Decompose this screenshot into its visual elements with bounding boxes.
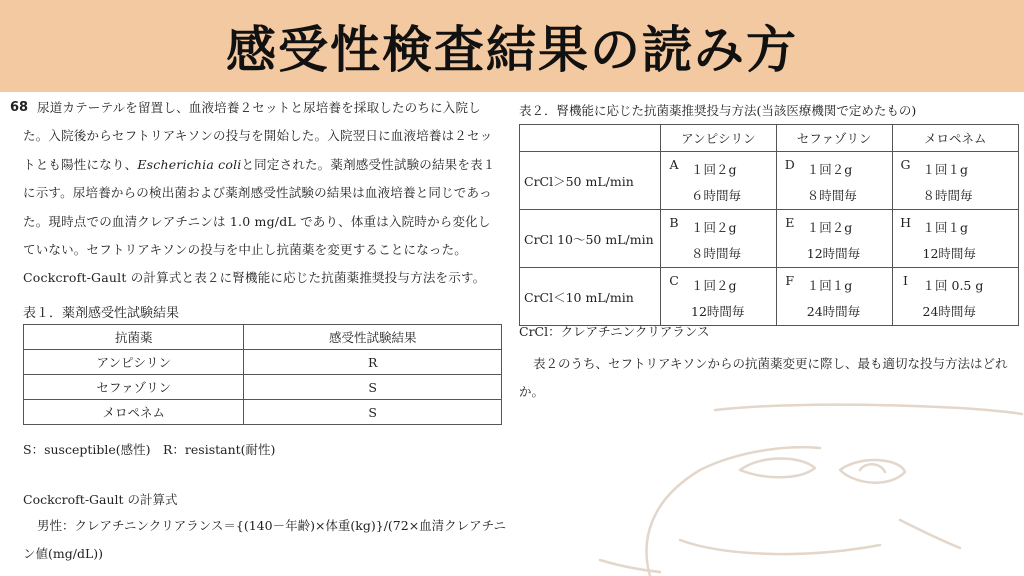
dose-cell: [687, 210, 776, 268]
dose-cell: [803, 152, 892, 210]
interval: ８時間毎: [922, 188, 973, 203]
question-number: 68: [10, 100, 29, 115]
doodle-stroke: [600, 560, 660, 572]
paragraph-part2: と同定された。薬剤感受性試験の結果を表１に示す。尿培養からの検出菌および薬剤感受性試験の結果は血液培養と同じであった。現時点での血清クレアチニンは 1.0 mg/dL であり、体重は入院時から変化していない。セフトリアキソンの投与を中止し抗菌薬を変更することになった。Cockcroft-Gault の計算式と表２に腎機能に応じた抗菌薬推奨投与方法を示す。: [23, 156, 496, 286]
interval: 12時間毎: [691, 304, 745, 319]
table-row: [520, 268, 1019, 326]
dose: １回１g: [922, 162, 969, 177]
question-paragraph: [23, 94, 503, 293]
doodle-stroke: [900, 520, 960, 548]
header-drug: メロペネム: [892, 125, 1018, 152]
table-row: [24, 350, 502, 375]
dose: １回２g: [691, 162, 737, 177]
option-letter: G: [892, 152, 919, 210]
drug-name: メロペネム: [24, 400, 244, 425]
dose: １回２g: [691, 220, 737, 235]
dose: １回１g: [922, 220, 969, 235]
option-letter: H: [892, 210, 919, 268]
dose-cell: [687, 152, 776, 210]
dose-cell: [919, 152, 1019, 210]
drug-name: セファゾリン: [24, 375, 244, 400]
crcl-range: CrCl 10〜50 mL/min: [520, 210, 661, 268]
option-letter: C: [661, 268, 688, 326]
susceptibility-table: [23, 324, 502, 425]
doodle-stroke: [740, 458, 815, 477]
dose-cell: [803, 268, 892, 326]
interval: 24時間毎: [806, 304, 861, 319]
doodle-stroke: [647, 447, 820, 576]
dose-cell: [803, 210, 892, 268]
dose-cell: [919, 268, 1019, 326]
table-header-row: [24, 325, 502, 350]
table-row: [520, 152, 1019, 210]
formula-text: 男性：クレアチニンクリアランス＝{(140－年齢)×体重(kg)}/(72×血清クレアチニン値(mg/dL)): [23, 518, 507, 561]
dose: １回２g: [806, 162, 853, 177]
susceptibility-result: S: [244, 375, 502, 400]
crcl-range: CrCl＜10 mL/min: [520, 268, 661, 326]
option-letter: A: [661, 152, 688, 210]
header-drug: 抗菌薬: [24, 325, 244, 350]
formula-title: Cockcroft-Gault の計算式: [23, 492, 178, 507]
interval: 24時間毎: [922, 304, 976, 319]
option-letter: D: [776, 152, 803, 210]
organism-name: Escherichia coli: [137, 156, 242, 172]
dose: １回２g: [806, 220, 853, 235]
drug-name: アンピシリン: [24, 350, 244, 375]
interval: 12時間毎: [806, 246, 861, 261]
table-row: [520, 210, 1019, 268]
interval: ６時間毎: [691, 188, 742, 203]
crcl-range: CrCl＞50 mL/min: [520, 152, 661, 210]
dose: １回 0.5 g: [922, 278, 984, 293]
doodle-stroke: [840, 460, 905, 483]
dose: １回１g: [806, 278, 853, 293]
doodle-stroke: [860, 464, 885, 472]
option-letter: F: [776, 268, 803, 326]
table-row: [24, 400, 502, 425]
susceptibility-result: S: [244, 400, 502, 425]
option-letter: E: [776, 210, 803, 268]
crcl-note: CrCl：クレアチニンクリアランス: [519, 324, 710, 339]
dose-cell: [919, 210, 1019, 268]
table2-caption: 表２．腎機能に応じた抗菌薬推奨投与方法(当該医療機関で定めたもの): [519, 103, 917, 118]
header-drug: アンピシリン: [661, 125, 777, 152]
dosing-table: [519, 124, 1019, 326]
table-header-row: [520, 125, 1019, 152]
paragraph-part1: 尿道カテーテルを留置し、血液培養２セットと尿培養を採取したのちに入院した。入院後からセフトリアキソンの投与を開始した。入院翌日に血液培養は２セットとも陽性になり、: [23, 100, 493, 172]
table1-legend: S：susceptible(感性) R：resistant(耐性): [23, 442, 276, 457]
header-result: 感受性試験結果: [244, 325, 502, 350]
interval: ８時間毎: [806, 188, 857, 203]
interval: 12時間毎: [922, 246, 976, 261]
title-banner: [0, 0, 1024, 92]
table-row: [24, 375, 502, 400]
question-ask: 表２のうち、セフトリアキソンからの抗菌薬変更に際し、最も適切な投与方法はどれか。: [519, 356, 1008, 399]
doodle-stroke: [680, 540, 880, 554]
page-title: 感受性検査結果の読み方: [226, 21, 798, 79]
table1-caption: 表１．薬剤感受性試験結果: [23, 306, 180, 321]
header-drug: セファゾリン: [776, 125, 892, 152]
option-letter: B: [661, 210, 688, 268]
interval: ８時間毎: [691, 246, 742, 261]
dose: １回２g: [691, 278, 737, 293]
dose-cell: [687, 268, 776, 326]
header-blank: [520, 125, 661, 152]
option-letter: I: [892, 268, 919, 326]
susceptibility-result: R: [244, 350, 502, 375]
